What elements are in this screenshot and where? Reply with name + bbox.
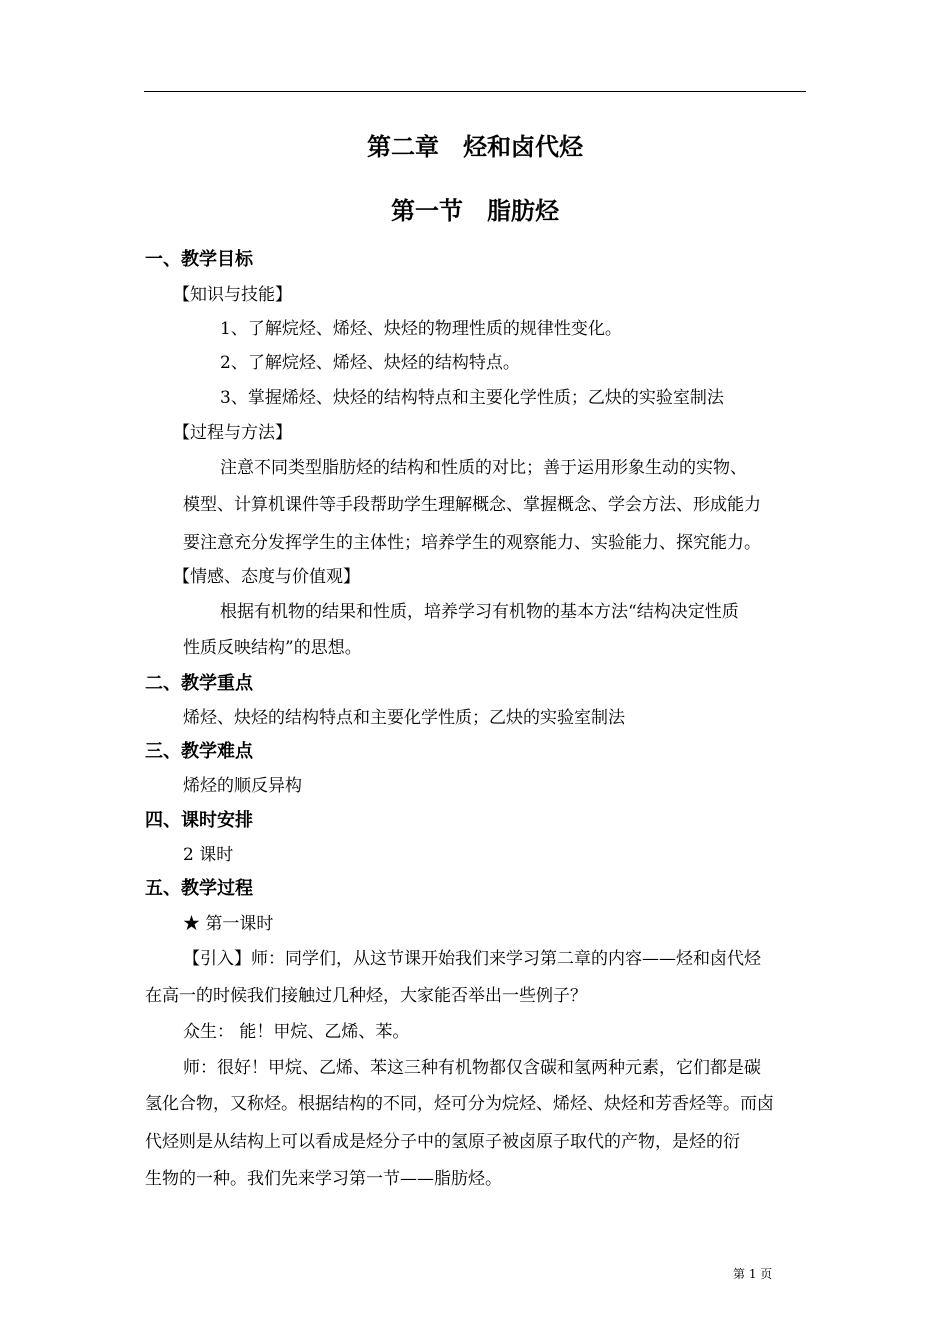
label-knowledge-skills: 【知识与技能】 bbox=[173, 285, 292, 305]
section-title: 第一节 脂肪烃 bbox=[391, 196, 559, 225]
knowledge-item: 2、了解烷烃、烯烃、炔烃的结构特点。 bbox=[220, 353, 520, 373]
paragraph-line: 氢化合物，又称烃。根据结构的不同，烃可分为烷烃、烯烃、炔烃和芳香烃等。而卤 bbox=[145, 1094, 774, 1114]
paragraph-line: 生物的一种。我们先来学习第一节——脂肪烃。 bbox=[145, 1169, 502, 1189]
paragraph-line: 模型、计算机课件等手段帮助学生理解概念、掌握概念、学会方法、形成能力 bbox=[183, 495, 761, 515]
knowledge-item: 3、掌握烯烃、炔烃的结构特点和主要化学性质；乙炔的实验室制法 bbox=[220, 388, 724, 408]
paragraph-line: 代烃则是从结构上可以看成是烃分子中的氢原子被卤原子取代的产物，是烃的衍 bbox=[145, 1132, 740, 1152]
heading-teaching-goals: 一、教学目标 bbox=[145, 249, 253, 270]
label-emotion-values: 【情感、态度与价值观】 bbox=[173, 567, 360, 587]
header-rule bbox=[144, 91, 806, 92]
lesson-marker: ★ 第一课时 bbox=[183, 914, 274, 934]
paragraph-line: 根据有机物的结果和性质，培养学习有机物的基本方法“结构决定性质 bbox=[220, 602, 739, 622]
paragraph-line: 师：很好！甲烷、乙烯、苯这三种有机物都仅含碳和氢两种元素，它们都是碳 bbox=[183, 1058, 761, 1078]
paragraph-line: 【引入】师：同学们，从这节课开始我们来学习第二章的内容——烃和卤代烃 bbox=[183, 949, 761, 969]
student-line: 众生： 能！甲烷、乙烯、苯。 bbox=[183, 1022, 410, 1042]
chapter-title: 第二章 烃和卤代烃 bbox=[367, 132, 583, 161]
paragraph-line: 性质反映结构”的思想。 bbox=[183, 638, 362, 658]
knowledge-item: 1、了解烷烃、烯烃、炔烃的物理性质的规律性变化。 bbox=[220, 319, 622, 339]
paragraph-line: 在高一的时候我们接触过几种烃，大家能否举出一些例子？ bbox=[145, 986, 587, 1006]
schedule-text: 2 课时 bbox=[183, 845, 234, 865]
page-number: 第 1 页 bbox=[733, 1267, 773, 1281]
key-points-text: 烯烃、炔烃的结构特点和主要化学性质；乙炔的实验室制法 bbox=[183, 708, 625, 728]
heading-difficulties: 三、教学难点 bbox=[145, 741, 253, 762]
heading-key-points: 二、教学重点 bbox=[145, 673, 253, 694]
heading-process: 五、教学过程 bbox=[145, 878, 253, 899]
paragraph-line: 注意不同类型脂肪烃的结构和性质的对比；善于运用形象生动的实物、 bbox=[220, 458, 747, 478]
label-process-method: 【过程与方法】 bbox=[173, 423, 292, 443]
paragraph-line: 要注意充分发挥学生的主体性；培养学生的观察能力、实验能力、探究能力。 bbox=[183, 533, 761, 553]
heading-schedule: 四、课时安排 bbox=[145, 810, 253, 831]
difficulties-text: 烯烃的顺反异构 bbox=[183, 776, 302, 796]
